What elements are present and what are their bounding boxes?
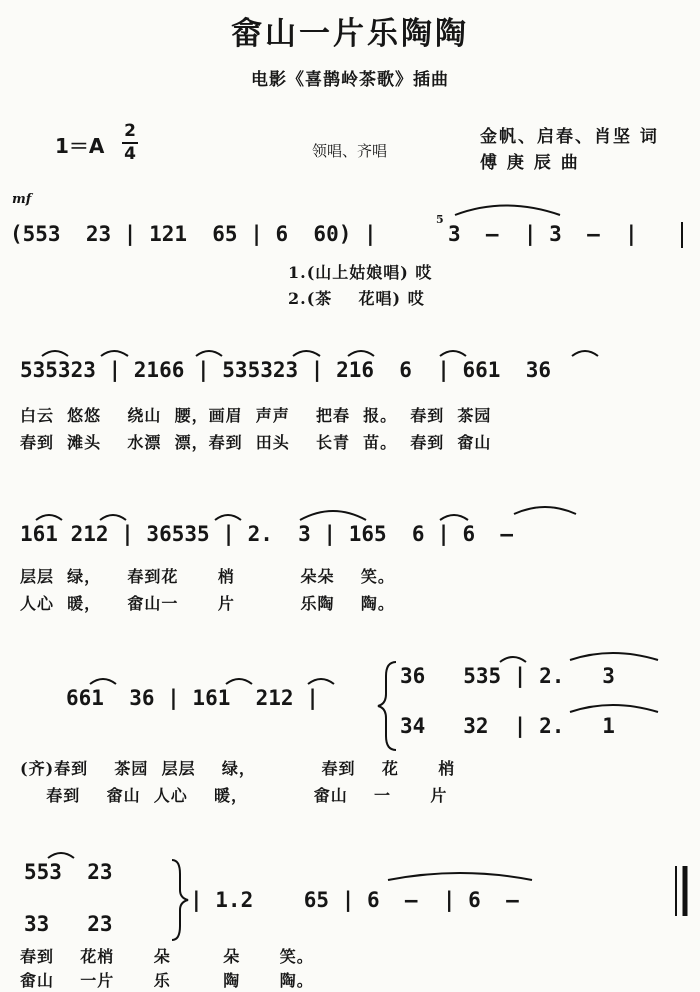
performance-note: 领唱、齐唱 bbox=[312, 142, 388, 160]
tie-arc bbox=[100, 515, 126, 520]
tie-arc bbox=[300, 511, 366, 520]
system3-lyric-2: 人心 暖， 畲山一 片 乐陶 陶。 bbox=[20, 594, 395, 613]
tie-arc bbox=[440, 351, 466, 356]
tie-arc bbox=[572, 351, 598, 356]
system2-lyric-1: 白云 悠悠 绕山 腰，画眉 声声 把春 报。 春到 茶园 bbox=[20, 406, 492, 425]
system4-notes: 661 36 | 161 212 | bbox=[66, 686, 319, 710]
tie-arc bbox=[388, 873, 532, 880]
system3-notes: 161 212 | 36535 | 2. 3 | 165 6 | 6 — bbox=[20, 522, 514, 546]
tie-arc bbox=[500, 657, 526, 662]
time-signature-bottom: 4 bbox=[124, 144, 136, 164]
system3-lyric-1: 层层 绿， 春到花 梢 朵朵 笑。 bbox=[20, 567, 395, 586]
tie-arc bbox=[36, 515, 62, 520]
tie-arc bbox=[196, 351, 222, 356]
system1-notes: (553 23 | 121 65 | 6 60) | bbox=[10, 222, 377, 246]
song-subtitle: 电影《喜鹊岭茶歌》插曲 bbox=[251, 70, 449, 90]
system4-lyric-2: 春到 畲山 人心 暖， 畲山 一 片 bbox=[20, 786, 448, 805]
system1-notes-b: 3 — | 3 — | bbox=[448, 222, 638, 246]
system1-lyric-2: 2.(茶 花唱) 哎 bbox=[288, 289, 425, 308]
system5-upper-voice: 553 23 bbox=[24, 860, 113, 884]
tie-arc bbox=[42, 351, 68, 356]
brace bbox=[378, 662, 396, 750]
system5-lower-voice: 33 23 bbox=[24, 912, 113, 936]
brace bbox=[172, 860, 188, 940]
tie-arc bbox=[440, 515, 468, 520]
lyricist-credit: 金帆、启春、肖坚 词 bbox=[480, 127, 659, 147]
tie-arc bbox=[48, 853, 74, 858]
tie-arc bbox=[215, 515, 241, 520]
tie-arc bbox=[514, 507, 576, 514]
system4-lyric-1: (齐)春到 茶园 层层 绿， 春到 花 梢 bbox=[20, 759, 456, 778]
song-title: 畲山一片乐陶陶 bbox=[231, 16, 469, 52]
tie-arc bbox=[101, 351, 128, 356]
system2-lyric-2: 春到 滩头 水漂 漂，春到 田头 长青 苗。 春到 畲山 bbox=[20, 433, 492, 452]
composer-credit: 傅 庚 辰 曲 bbox=[480, 153, 580, 173]
system4-upper-voice: 36 535 | 2. 3 bbox=[400, 664, 615, 688]
tie-arc bbox=[570, 705, 658, 712]
tie-arc bbox=[226, 679, 252, 684]
system5-notes: | 1.2 65 | 6 — | 6 — bbox=[190, 888, 519, 912]
dynamic-mark: mf bbox=[12, 192, 32, 207]
key-signature: 1＝A bbox=[55, 134, 105, 158]
tie-arc bbox=[455, 206, 560, 216]
system5-lyric-2: 畲山 一片 乐 陶 陶。 bbox=[20, 971, 314, 990]
system4-lower-voice: 34 32 | 2. 1 bbox=[400, 714, 615, 738]
system2-notes: 535323 | 2166 | 535323 | 216 6 | 661 36 bbox=[20, 358, 552, 382]
time-signature-top: 2 bbox=[124, 121, 136, 141]
tie-arc bbox=[570, 653, 658, 660]
system1-lyric-1: 1.(山上姑娘唱) 哎 bbox=[288, 263, 433, 282]
tie-arc bbox=[348, 351, 374, 356]
grace-note: 5 bbox=[436, 213, 444, 226]
tie-arc bbox=[293, 351, 320, 356]
tie-arc bbox=[308, 679, 334, 684]
system5-lyric-1: 春到 花梢 朵 朵 笑。 bbox=[20, 947, 314, 966]
tie-arc bbox=[90, 679, 116, 684]
